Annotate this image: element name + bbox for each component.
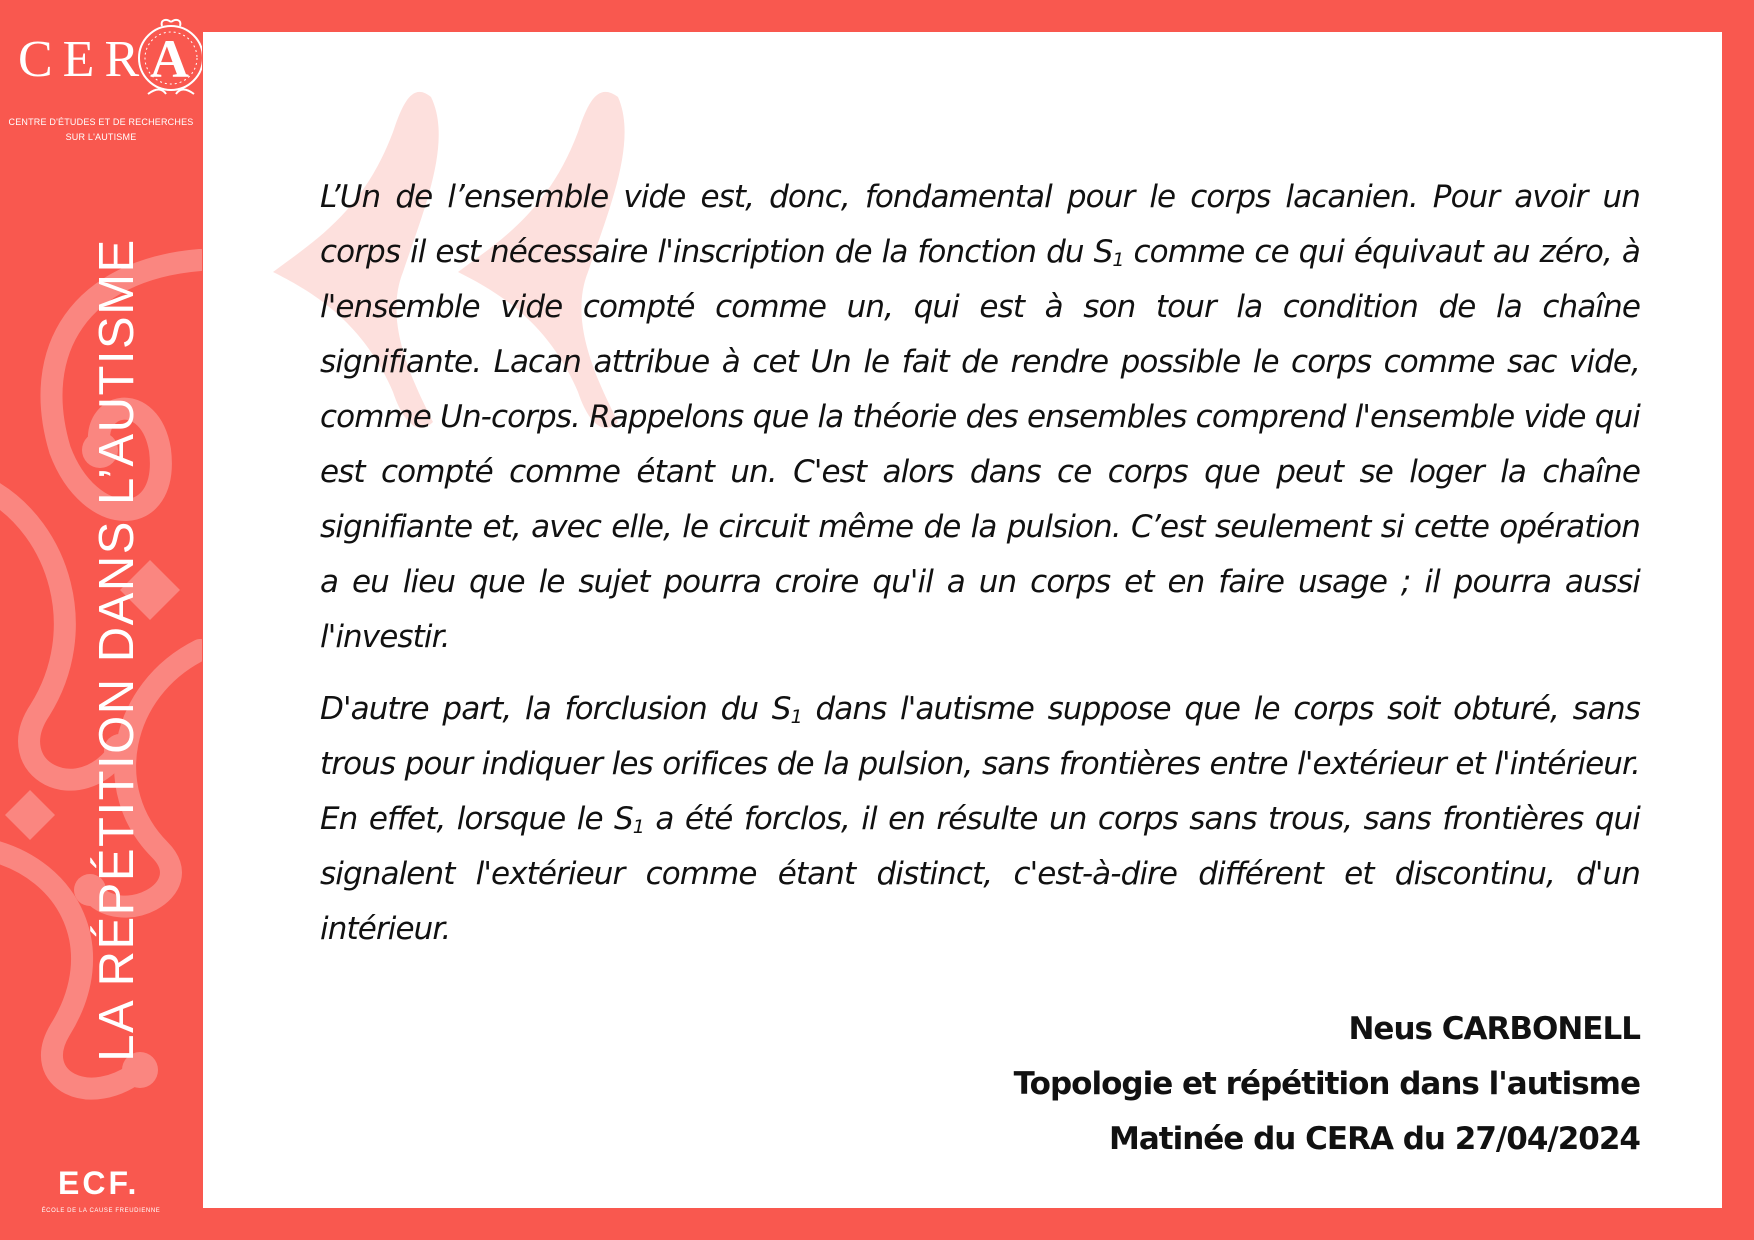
organization-name-line2: SUR L'AUTISME	[65, 132, 137, 142]
series-title: LA RÉPÉTITION DANS L’AUTISME	[90, 238, 144, 1062]
quote-paragraph-2-part-c: a été forclos, il en résulte un corps sans trous, sans frontières qui signalent l'extérieur comme étant distinct, c'est-à-dire différent et discontinu, d'un intérieur.	[320, 801, 1640, 947]
subscript-1: 1	[790, 706, 802, 728]
quote-paragraph-1-part-a: L’Un de l’ensemble vide est, donc, fondamental pour le corps lacanien. Pour avoir un corps il est nécessaire l'inscription de la fonction du S	[320, 179, 1640, 270]
ecf-name: ÉCOLE DE LA CAUSE FREUDIENNE	[41, 1208, 161, 1214]
quote-paragraph-2-part-b: dans l'autisme suppose que le corps soit obturé, sans trous pour indiquer les orifices de la pulsion, sans frontières entre l'extérieur et l'intérieur. En effet, lorsque le S	[320, 691, 1641, 837]
cera-logo-a: A	[150, 29, 189, 89]
quote-paragraph-1-part-b: comme ce qui équivaut au zéro, à l'ensemble vide compté comme un, qui est à son tour la condition de la chaîne signifiante. Lacan attribue à cet Un le fait de rendre possible le corps comme sac vide, comme Un-corps. Rappelons que la théorie des ensembles comprend l'ensemble vide qui est compté comme étant un. C'est alors dans ce corps que peut se loger la chaîne signifiante et, avec elle, le circuit même de la pulsion. C’est seulement si cette opération a eu lieu que le sujet pourra croire qu'il a un corps et en faire usage ; il pourra aussi l'investir.	[320, 234, 1640, 655]
sidebar	[0, 0, 202, 1240]
quote-text	[320, 170, 1640, 974]
cera-logo-letters: CER	[18, 31, 150, 88]
quote-paragraph-2	[320, 682, 1640, 957]
talk-title: Topologie et répétition dans l'autisme	[1013, 1066, 1640, 1102]
quote-paragraph-1	[320, 170, 1640, 665]
attribution	[1014, 1002, 1640, 1167]
quote-card	[203, 32, 1722, 1208]
organization-name	[0, 115, 202, 145]
event-name: Matinée du CERA du 27/04/2024	[1108, 1121, 1640, 1157]
ecf-logo: ECF.	[58, 1165, 140, 1201]
cera-logo	[18, 22, 193, 102]
organization-name-line1: CENTRE D'ÉTUDES ET DE RECHERCHES	[8, 117, 194, 127]
subscript-1: 1	[1112, 249, 1124, 271]
quote-paragraph-2-part-a: D'autre part, la forclusion du S	[320, 691, 791, 727]
subscript-1: 1	[632, 816, 644, 838]
author-name: Neus CARBONELL	[1348, 1011, 1640, 1047]
